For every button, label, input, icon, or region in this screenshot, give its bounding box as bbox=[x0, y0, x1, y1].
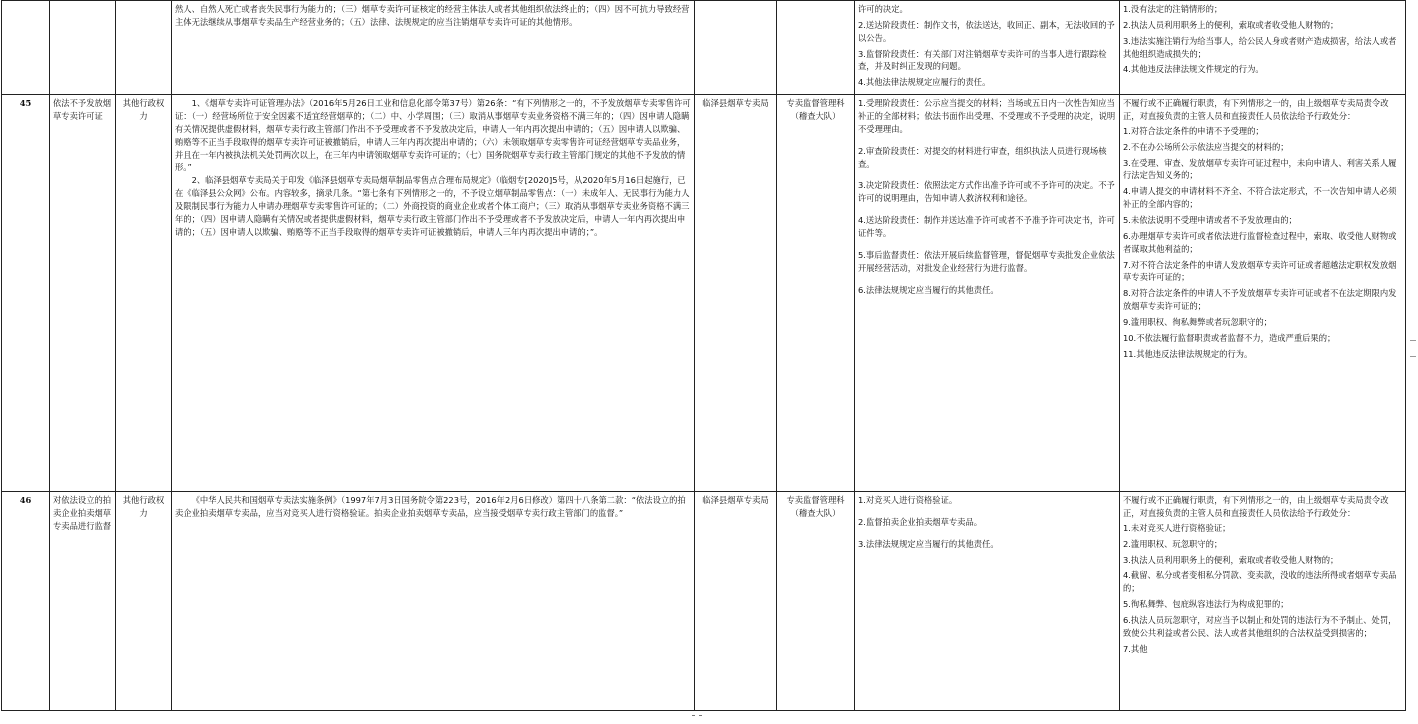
legal-basis-paragraph: 2、临泽县烟草专卖局关于印发《临泽县烟草专卖局烟草制品零售点合理布局规定》（临烟专[2020]5号，从2020年5月16日起施行，已在《临泽县公众网》公布。内容较多，摘录几条。“第七条有下列情形之一的，不予设立烟草制品零售点：（一）未成年人、无民事行为能力人及限制民事行为能力人申请办理烟草专卖零售许可证的；（二）外商投资的商业企业或者个体工商户；（三）取消从事烟草专卖业务资格不满三年的；（四）因申请人隐瞒有关情况或者提供虚假材料，烟草专卖行政主管部门作出不予受理或者不予发放决定后，申请人一年内再次提出申请的；（五）因申请人以欺骗、贿赂等不正当手段取得的烟草专卖许可证被撤销后，申请人三年内再次提出申请的；”。 bbox=[175, 175, 690, 237]
legal-basis-paragraph: 《中华人民共和国烟草专卖法实施条例》（1997年7月3日国务院令第223号，2016年2月6日修改）第四十八条第二款：“依法设立的拍卖企业拍卖烟草专卖品，应当对竞买人进行资格验证。拍卖企业拍卖烟草专卖品，应当接受烟草专卖行政主管部门的监督。” bbox=[175, 495, 686, 519]
duty-item: 5.事后监督责任：依法开展后续监督管理，督促烟草专卖批发企业依法开展经营活动，对批发企业经营行为进行监督。 bbox=[858, 249, 1115, 273]
row-number: 45 bbox=[2, 95, 50, 492]
responsible-unit bbox=[777, 1, 855, 95]
accountability-intro: 不履行或不正确履行职责，有下列情形之一的，由上级烟草专卖局责令改正，对直接负责的主管人员和直接责任人员依法给予行政处分： bbox=[1123, 98, 1389, 122]
item-name: 依法不予发放烟草专卖许可证 bbox=[50, 95, 116, 492]
accountability-item: 9.滥用职权、徇私舞弊或者玩忽职守的； bbox=[1123, 317, 1272, 328]
duty-item: 4.其他法律法规规定应履行的责任。 bbox=[858, 77, 991, 88]
accountability-cell bbox=[1120, 492, 1406, 711]
accountability-item: 4.申请人提交的申请材料不齐全、不符合法定形式，不一次告知申请人必须补正的全部内容的； bbox=[1123, 186, 1397, 210]
duty-item: 许可的决定。 bbox=[858, 4, 908, 14]
legal-basis-paragraph: 然人、自然人死亡或者丧失民事行为能力的；（三）烟草专卖许可证核定的经营主体法人或者其他组织依法终止的；（四）因不可抗力导致经营主体无法继续从事烟草专卖品生产经营业务的；（五）法律、法规规定的应当注销烟草专卖许可证的其他情形。 bbox=[175, 4, 690, 27]
accountability-intro: 不履行或不正确履行职责，有下列情形之一的，由上级烟草专卖局责令改正，对直接负责的主管人员和直接责任人员依法给予行政处分： bbox=[1123, 495, 1389, 519]
accountability-item: 5.未依法说明不受理申请或者不予发放理由的； bbox=[1123, 215, 1297, 226]
responsible-unit: 专卖监督管理科（稽查大队） bbox=[777, 492, 855, 711]
accountability-cell bbox=[1120, 95, 1406, 492]
duty-item: 6.法律法规规定应当履行的其他责任。 bbox=[858, 284, 999, 295]
duty-item: 3.决定阶段责任：依照法定方式作出准予许可或不予许可的决定。不予许可的说明理由，告知申请人救济权利和途径。 bbox=[858, 180, 1115, 204]
duty-item: 2.监督拍卖企业拍卖烟草专卖品。 bbox=[858, 517, 983, 528]
item-name bbox=[50, 1, 116, 95]
item-name: 对依法设立的拍卖企业拍卖烟草专卖品进行监督 bbox=[50, 492, 116, 711]
power-category bbox=[116, 1, 172, 95]
accountability-item: 2.执法人员利用职务上的便利，索取或者收受他人财物的； bbox=[1123, 19, 1339, 30]
accountability-item: 6.执法人员玩忽职守，对应当予以制止和处罚的违法行为不予制止、处罚，致使公共利益或者公民、法人或者其他组织的合法权益受到损害的； bbox=[1123, 615, 1397, 638]
duty-item: 1.对竞买人进行资格验证。 bbox=[858, 495, 958, 506]
accountability-item: 1.对符合法定条件的申请不予受理的； bbox=[1123, 125, 1264, 136]
legal-basis-cell bbox=[172, 1, 695, 95]
power-category: 其他行政权力 bbox=[116, 492, 172, 711]
duties-cell bbox=[855, 95, 1120, 492]
duty-item: 3.监督阶段责任：有关部门对注销烟草专卖许可的当事人进行跟踪检查，并及时纠正发现的问题。 bbox=[858, 48, 1107, 72]
accountability-item: 3.执法人员利用职务上的便利，索取或者收受他人财物的； bbox=[1123, 554, 1339, 565]
accountability-item: 6.办理烟草专卖许可或者依法进行监督检查过程中，索取、收受他人财物或者谋取其他利益的； bbox=[1123, 230, 1397, 254]
accountability-item: 10.不依法履行监督职责或者监督不力，造成严重后果的； bbox=[1123, 332, 1336, 343]
duty-item: 3.法律法规规定应当履行的其他责任。 bbox=[858, 538, 999, 549]
accountability-item: 4.其他违反法律法规文件规定的行为。 bbox=[1123, 64, 1264, 75]
accountability-item: 1.没有法定的注销情形的； bbox=[1123, 4, 1223, 14]
duty-item: 1.受理阶段责任：公示应当提交的材料；当场或五日内一次性告知应当补正的全部材料；依法书面作出受理、不受理或不予受理的决定，说明不受理理由。 bbox=[858, 98, 1116, 134]
accountability-item: 1.未对竞买人进行资格验证； bbox=[1123, 522, 1231, 533]
accountability-item: 3.在受理、审查、发放烟草专卖许可证过程中，未向申请人、利害关系人履行法定告知义务的； bbox=[1123, 157, 1397, 181]
power-list-table bbox=[1, 0, 1406, 711]
legal-basis-cell bbox=[172, 492, 695, 711]
accountability-item: 2.不在办公场所公示依法应当提交的材料的； bbox=[1123, 141, 1289, 152]
implementing-body: 临泽县烟草专卖局 bbox=[695, 95, 777, 492]
accountability-item: 7.对不符合法定条件的申请人发放烟草专卖许可证或者超越法定职权发放烟草专卖许可证的； bbox=[1123, 259, 1397, 283]
accountability-item: 8.对符合法定条件的申请人不予发放烟草专卖许可证或者不在法定期限内发放烟草专卖许可证的； bbox=[1123, 288, 1397, 312]
table-row-continued bbox=[2, 1, 1406, 95]
accountability-item: 7.其他 bbox=[1123, 643, 1148, 654]
accountability-cell bbox=[1120, 1, 1406, 95]
legal-basis-cell bbox=[172, 95, 695, 492]
duties-cell bbox=[855, 1, 1120, 95]
row-number bbox=[2, 1, 50, 95]
accountability-item: 3.违法实施注销行为给当事人，给公民人身或者财产造成损害，给法人或者其他组织造成损失的； bbox=[1123, 35, 1397, 59]
duties-cell bbox=[855, 492, 1120, 711]
accountability-item: 5.徇私舞弊、包庇纵容违法行为构成犯罪的； bbox=[1123, 599, 1289, 610]
implementing-body: 临泽县烟草专卖局 bbox=[695, 492, 777, 711]
table-row-45 bbox=[2, 95, 1406, 492]
scroll-tick bbox=[1410, 340, 1416, 341]
accountability-item: 4.截留、私分或者变相私分罚款、变卖款，没收的违法所得或者烟草专卖品的； bbox=[1123, 570, 1397, 594]
accountability-item: 2.滥用职权、玩忽职守的； bbox=[1123, 538, 1223, 549]
responsible-unit: 专卖监督管理科（稽查大队） bbox=[777, 95, 855, 492]
scroll-tick bbox=[1410, 356, 1416, 357]
power-category: 其他行政权力 bbox=[116, 95, 172, 492]
table-row-46 bbox=[2, 492, 1406, 711]
accountability-item: 11.其他违反法律法规规定的行为。 bbox=[1123, 348, 1253, 359]
implementing-body bbox=[695, 1, 777, 95]
scroll-edge[interactable] bbox=[1407, 0, 1418, 711]
legal-basis-paragraph: 1、《烟草专卖许可证管理办法》（2016年5月26日工业和信息化部令第37号）第26条：“有下列情形之一的，不予发放烟草专卖零售许可证：（一）经营场所位于安全因素不适宜经营烟草的；（二）中、小学周围；（三）取消从事烟草专卖业务资格不满三年的；（四）因申请人隐瞒有关情况提供虚假材料，烟草专卖行政主管部门作出不予受理或者不予发放决定后，申请人一年内再次提出申请的；（五）因申请人以欺骗、贿赂等不正当手段取得的烟草专卖许可证被撤销后，申请人三年内再次提出申请的；（六）未领取烟草专卖零售许可证经营烟草专卖品业务，并且在一年内被执法机关处罚两次以上，在三年内申请领取烟草专卖许可证的；（七）国务院烟草专卖行政主管部门规定的其他不予发放的情形。” bbox=[175, 98, 691, 173]
duty-item: 4.送达阶段责任：制作并送达准予许可或者不予准予许可决定书，许可证件等。 bbox=[858, 215, 1115, 239]
duty-item: 2.送达阶段责任：制作文书，依法送达，收回正、副本，无法收回的予以公告。 bbox=[858, 19, 1115, 43]
row-number: 46 bbox=[2, 492, 50, 711]
page-break-marker bbox=[692, 705, 714, 711]
duty-item: 2.审查阶段责任：对提交的材料进行审查，组织执法人员进行现场核查。 bbox=[858, 145, 1107, 169]
